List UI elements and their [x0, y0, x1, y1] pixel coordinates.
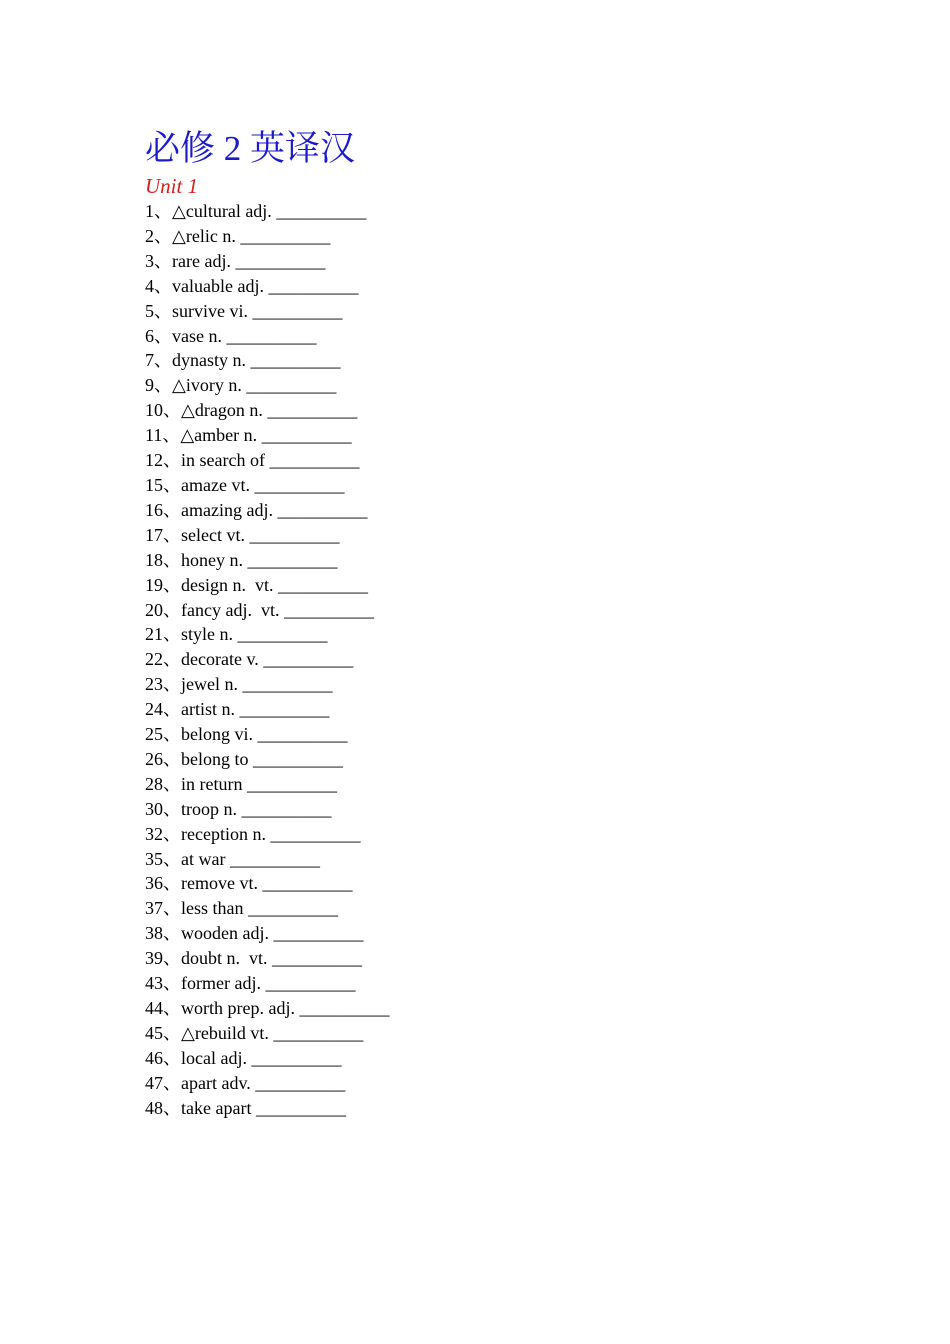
item-separator: 、 — [163, 1097, 181, 1118]
item-number: 4 — [145, 275, 154, 296]
item-separator: 、 — [163, 973, 181, 994]
vocab-item — [145, 324, 845, 349]
item-term: take apart — [181, 1097, 252, 1118]
vocab-item — [145, 423, 845, 448]
vocab-item — [145, 473, 845, 498]
item-separator: 、 — [163, 798, 181, 819]
item-term: worth prep. adj. — [181, 998, 295, 1018]
item-separator: 、 — [163, 450, 181, 471]
vocab-item — [145, 523, 845, 548]
item-number: 20 — [145, 599, 163, 620]
vocab-item — [145, 647, 845, 672]
answer-blank[interactable]: __________ — [269, 450, 360, 471]
item-number: 32 — [145, 823, 163, 844]
item-separator: 、 — [163, 848, 181, 869]
item-term: belong vi. — [181, 724, 253, 745]
vocab-item — [145, 274, 845, 299]
answer-blank[interactable]: __________ — [254, 474, 345, 495]
item-term: valuable adj. — [172, 275, 264, 296]
item-term: doubt n. vt. — [181, 948, 268, 969]
item-number: 47 — [145, 1072, 163, 1093]
vocab-item — [145, 996, 845, 1021]
vocab-item — [145, 1071, 845, 1096]
answer-blank[interactable]: __________ — [255, 1072, 346, 1093]
item-number: 23 — [145, 674, 163, 695]
vocabulary-list — [145, 199, 845, 1121]
item-number: 6 — [145, 325, 154, 346]
answer-blank[interactable]: __________ — [299, 998, 390, 1018]
vocab-item — [145, 448, 845, 473]
item-term: apart adv. — [181, 1072, 251, 1093]
item-separator: 、 — [163, 748, 181, 769]
item-term: former adj. — [181, 973, 261, 994]
item-number: 28 — [145, 773, 163, 794]
item-number: 25 — [145, 724, 163, 745]
vocab-item — [145, 498, 845, 523]
item-separator: 、 — [163, 823, 181, 844]
answer-blank[interactable]: __________ — [249, 524, 340, 545]
answer-blank[interactable]: __________ — [253, 748, 343, 769]
item-separator: 、 — [163, 674, 181, 695]
item-separator: 、 — [163, 773, 181, 794]
item-term: design n. vt. — [181, 574, 274, 595]
vocab-item — [145, 1096, 845, 1121]
vocab-item — [145, 299, 845, 324]
item-separator: 、 — [163, 1047, 181, 1068]
answer-blank[interactable]: __________ — [226, 325, 317, 346]
item-number: 9 — [145, 375, 154, 396]
answer-blank[interactable]: __________ — [257, 724, 348, 745]
item-term: △amber n. — [180, 425, 258, 446]
item-number: 45 — [145, 1022, 163, 1043]
item-separator: 、 — [163, 898, 181, 919]
item-separator: 、 — [163, 499, 181, 520]
answer-blank[interactable]: __________ — [241, 798, 332, 819]
answer-blank[interactable]: __________ — [276, 201, 367, 221]
item-number: 1 — [145, 201, 154, 221]
item-separator: 、 — [163, 923, 181, 944]
item-number: 18 — [145, 549, 163, 570]
answer-blank[interactable]: __________ — [235, 250, 326, 271]
item-separator: 、 — [154, 375, 172, 396]
vocab-item — [145, 224, 845, 249]
vocab-item — [145, 722, 845, 747]
answer-blank[interactable]: __________ — [267, 400, 358, 421]
item-separator: 、 — [154, 350, 172, 371]
item-term: △relic n. — [172, 225, 236, 246]
vocab-item — [145, 971, 845, 996]
item-separator: 、 — [163, 998, 181, 1018]
item-term: in return — [181, 773, 243, 794]
item-separator: 、 — [154, 300, 172, 321]
item-term: style n. — [181, 624, 233, 645]
item-separator: 、 — [163, 624, 181, 645]
vocab-item — [145, 598, 845, 623]
item-number: 16 — [145, 499, 163, 520]
vocab-item — [145, 747, 845, 772]
item-separator: 、 — [163, 524, 181, 545]
vocab-item — [145, 847, 845, 872]
vocab-item — [145, 548, 845, 573]
answer-blank[interactable]: __________ — [246, 773, 337, 794]
answer-blank[interactable]: __________ — [261, 425, 352, 446]
answer-blank[interactable]: __________ — [237, 624, 328, 645]
item-term: select vt. — [181, 524, 245, 545]
answer-blank[interactable]: __________ — [239, 699, 330, 720]
item-term: dynasty n. — [172, 350, 246, 371]
vocab-item — [145, 822, 845, 847]
item-number: 26 — [145, 748, 163, 769]
item-separator: 、 — [162, 425, 181, 446]
vocab-item — [145, 398, 845, 423]
item-number: 19 — [145, 574, 163, 595]
vocab-item — [145, 199, 845, 224]
answer-blank[interactable]: __________ — [252, 300, 343, 321]
item-separator: 、 — [163, 599, 181, 620]
item-number: 7 — [145, 350, 154, 371]
item-separator: 、 — [154, 225, 172, 246]
vocab-item — [145, 672, 845, 697]
item-term: amaze vt. — [181, 474, 250, 495]
item-number: 36 — [145, 873, 163, 894]
answer-blank[interactable]: __________ — [242, 674, 333, 695]
answer-blank[interactable]: __________ — [246, 375, 337, 396]
item-separator: 、 — [163, 474, 181, 495]
item-term: amazing adj. — [181, 499, 273, 520]
item-term: local adj. — [181, 1047, 247, 1068]
item-number: 48 — [145, 1097, 163, 1118]
item-number: 38 — [145, 923, 163, 944]
answer-blank[interactable]: __________ — [270, 823, 361, 844]
item-number: 22 — [145, 649, 163, 670]
item-number: 17 — [145, 524, 163, 545]
vocab-item — [145, 921, 845, 946]
answer-blank[interactable]: __________ — [251, 1047, 342, 1068]
vocab-item — [145, 573, 845, 598]
item-separator: 、 — [163, 699, 181, 720]
item-number: 39 — [145, 948, 163, 969]
item-term: honey n. — [181, 549, 243, 570]
item-term: reception n. — [181, 823, 266, 844]
item-separator: 、 — [163, 400, 181, 421]
answer-blank[interactable]: __________ — [268, 275, 359, 296]
item-separator: 、 — [163, 549, 181, 570]
answer-blank[interactable]: __________ — [278, 574, 368, 595]
item-term: △dragon n. — [181, 400, 263, 421]
item-term: less than — [181, 898, 244, 919]
item-term: △cultural adj. — [172, 201, 272, 221]
item-separator: 、 — [163, 649, 181, 670]
item-separator: 、 — [154, 325, 172, 346]
answer-blank[interactable]: __________ — [272, 948, 363, 969]
vocab-item — [145, 249, 845, 274]
vocab-item — [145, 1046, 845, 1071]
item-term: fancy adj. vt. — [181, 599, 280, 620]
vocab-item — [145, 896, 845, 921]
item-separator: 、 — [163, 1022, 181, 1043]
vocab-item — [145, 871, 845, 896]
item-term: belong to — [181, 748, 249, 769]
answer-blank[interactable]: __________ — [263, 649, 354, 670]
item-number: 12 — [145, 450, 163, 471]
item-term: jewel n. — [181, 674, 238, 695]
item-number: 10 — [145, 400, 163, 421]
item-separator: 、 — [163, 948, 181, 969]
item-number: 11 — [145, 425, 163, 446]
item-number: 44 — [145, 998, 163, 1018]
vocab-item — [145, 772, 845, 797]
item-number: 3 — [145, 250, 154, 271]
item-term: rare adj. — [172, 250, 231, 271]
vocab-item — [145, 697, 845, 722]
item-term: △rebuild vt. — [181, 1022, 269, 1043]
item-term: survive vi. — [172, 300, 248, 321]
answer-blank[interactable]: __________ — [283, 599, 374, 620]
vocab-item — [145, 622, 845, 647]
answer-blank[interactable]: __________ — [262, 873, 353, 894]
vocab-item — [145, 797, 845, 822]
item-term: remove vt. — [181, 873, 258, 894]
item-number: 43 — [145, 973, 163, 994]
item-number: 46 — [145, 1047, 163, 1068]
answer-blank[interactable]: __________ — [240, 225, 331, 246]
item-term: △ivory n. — [172, 375, 242, 396]
item-number: 35 — [145, 848, 163, 869]
item-separator: 、 — [154, 201, 172, 221]
vocab-item — [145, 373, 845, 398]
document-page — [145, 128, 845, 1121]
item-term: troop n. — [181, 798, 237, 819]
answer-blank[interactable]: __________ — [250, 350, 341, 371]
answer-blank[interactable]: __________ — [273, 923, 364, 944]
item-separator: 、 — [163, 724, 181, 745]
answer-blank[interactable]: __________ — [265, 973, 356, 994]
item-separator: 、 — [163, 574, 181, 595]
item-separator: 、 — [154, 275, 172, 296]
answer-blank[interactable]: __________ — [229, 848, 320, 869]
answer-blank[interactable]: __________ — [247, 549, 338, 570]
item-term: in search of — [181, 450, 265, 471]
vocab-item — [145, 946, 845, 971]
answer-blank[interactable]: __________ — [273, 1022, 364, 1043]
item-number: 37 — [145, 898, 163, 919]
unit-heading: Unit 1 — [145, 174, 199, 198]
item-number: 2 — [145, 225, 154, 246]
answer-blank[interactable]: __________ — [255, 1097, 346, 1118]
item-term: vase n. — [172, 325, 222, 346]
item-number: 5 — [145, 300, 154, 321]
item-separator: 、 — [163, 1072, 181, 1093]
item-separator: 、 — [154, 250, 172, 271]
item-separator: 、 — [163, 873, 181, 894]
item-number: 21 — [145, 624, 163, 645]
item-term: wooden adj. — [181, 923, 269, 944]
item-term: decorate v. — [181, 649, 259, 670]
item-number: 30 — [145, 798, 163, 819]
item-term: at war — [181, 848, 226, 869]
answer-blank[interactable]: __________ — [277, 499, 368, 520]
item-term: artist n. — [181, 699, 235, 720]
answer-blank[interactable]: __________ — [248, 898, 338, 919]
item-number: 15 — [145, 474, 163, 495]
vocab-item — [145, 1021, 845, 1046]
page-title: 必修 2 英译汉 — [145, 129, 356, 168]
vocab-item — [145, 348, 845, 373]
item-number: 24 — [145, 699, 163, 720]
